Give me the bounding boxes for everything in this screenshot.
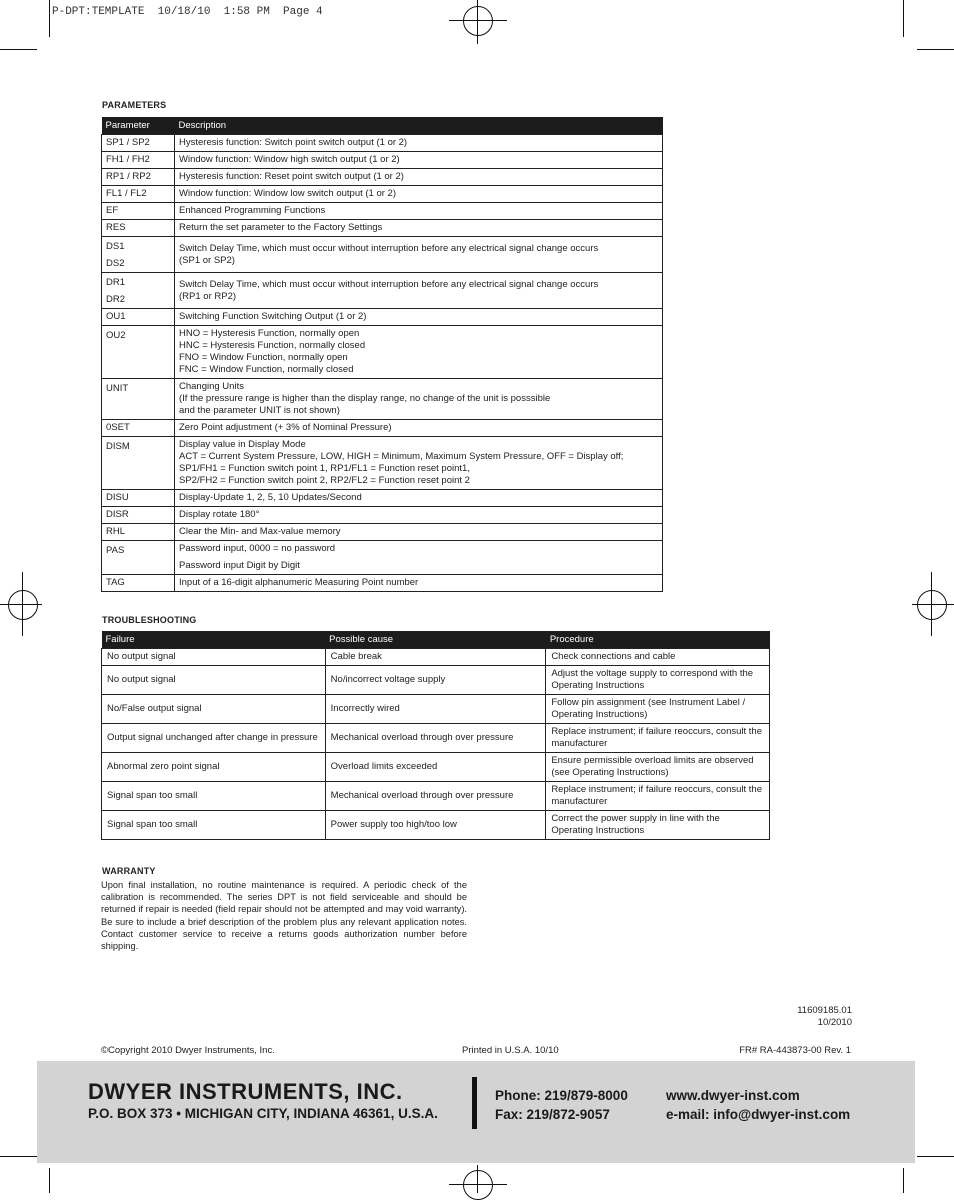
company-address: P.O. BOX 373 • MICHIGAN CITY, INDIANA 46361, U.S.A. xyxy=(88,1106,438,1121)
column-header: Description xyxy=(175,117,663,135)
parameter-code: SP1 / SP2 xyxy=(106,137,150,148)
column-header: Failure xyxy=(102,631,326,649)
parameter-cell xyxy=(102,169,175,186)
table-row xyxy=(102,273,663,309)
parameter-code: DISU xyxy=(106,492,129,503)
troubleshooting-title: TROUBLESHOOTING xyxy=(102,615,197,625)
parameter-cell xyxy=(102,203,175,220)
description-line: Switch Delay Time, which must occur without interruption before any electrical signal change occurs xyxy=(179,278,599,290)
table-row xyxy=(102,203,663,220)
description-line: Display rotate 180° xyxy=(179,509,260,520)
parameter-code: RES xyxy=(106,222,126,233)
description-line: Return the set parameter to the Factory Settings xyxy=(179,222,383,233)
parameter-cell xyxy=(102,273,175,309)
table-row xyxy=(102,186,663,203)
copyright: ©Copyright 2010 Dwyer Instruments, Inc. xyxy=(101,1045,275,1056)
column-header: Procedure xyxy=(546,631,770,649)
description-cell xyxy=(175,524,663,541)
table-row xyxy=(102,309,663,326)
table-row xyxy=(102,782,770,811)
description-cell xyxy=(175,575,663,592)
table-row xyxy=(102,753,770,782)
procedure-cell: Follow pin assignment (see Instrument Label / Operating Instructions) xyxy=(546,695,770,724)
parameter-code: DS2 xyxy=(106,258,125,269)
parameter-cell xyxy=(102,186,175,203)
email-link[interactable]: e-mail: info@dwyer-inst.com xyxy=(666,1107,851,1122)
procedure-cell: Replace instrument; if failure reoccurs, consult the manufacturer xyxy=(546,782,770,811)
parameter-cell xyxy=(102,379,175,420)
troubleshooting-table xyxy=(101,631,770,840)
description-line: (SP1 or SP2) xyxy=(179,254,235,266)
parameter-code: OU2 xyxy=(106,330,126,341)
document-number: 11609185.01 xyxy=(797,1005,852,1016)
description-line: FNC = Window Function, normally closed xyxy=(179,364,354,375)
parameter-cell xyxy=(102,152,175,169)
table-row xyxy=(102,649,770,666)
table-row xyxy=(102,507,663,524)
parameter-cell xyxy=(102,220,175,237)
parameter-code: FL1 / FL2 xyxy=(106,188,147,199)
description-line: Input of a 16-digit alphanumeric Measuring Point number xyxy=(179,577,419,588)
description-line: ACT = Current System Pressure, LOW, HIGH = Minimum, Maximum System Pressure, OFF = Display off; xyxy=(179,451,624,462)
parameter-cell xyxy=(102,237,175,273)
table-row xyxy=(102,379,663,420)
cause-cell: Mechanical overload through over pressure xyxy=(325,782,546,811)
description-line: Window function: Window low switch output (1 or 2) xyxy=(179,188,397,199)
phone-number: Phone: 219/879-8000 xyxy=(495,1088,628,1103)
parameter-cell xyxy=(102,541,175,575)
failure-cell: Abnormal zero point signal xyxy=(102,753,326,782)
parameter-code: PAS xyxy=(106,545,125,556)
table-row xyxy=(102,169,663,186)
parameter-cell xyxy=(102,575,175,592)
table-row xyxy=(102,220,663,237)
parameter-code: OU1 xyxy=(106,311,126,322)
table-row xyxy=(102,152,663,169)
warranty-title: WARRANTY xyxy=(102,866,156,876)
description-line: FNO = Window Function, normally open xyxy=(179,352,348,363)
description-line: Switching Function Switching Output (1 or 2) xyxy=(179,311,367,322)
description-cell xyxy=(175,541,663,575)
table-row xyxy=(102,575,663,592)
parameter-code: DS1 xyxy=(106,241,125,252)
failure-cell: No output signal xyxy=(102,666,326,695)
parameter-code: 0SET xyxy=(106,422,130,433)
table-row xyxy=(102,724,770,753)
description-line: HNO = Hysteresis Function, normally open xyxy=(179,328,360,339)
description-cell xyxy=(175,420,663,437)
parameter-code: RP1 / RP2 xyxy=(106,171,151,182)
parameter-code: DISR xyxy=(106,509,129,520)
description-cell xyxy=(175,309,663,326)
description-cell xyxy=(175,273,663,309)
cause-cell: Overload limits exceeded xyxy=(325,753,546,782)
description-cell xyxy=(175,169,663,186)
description-cell xyxy=(175,152,663,169)
procedure-cell: Replace instrument; if failure reoccurs, consult the manufacturer xyxy=(546,724,770,753)
print-header: P-DPT:TEMPLATE 10/18/10 1:58 PM Page 4 xyxy=(52,6,323,18)
procedure-cell: Correct the power supply in line with the Operating Instructions xyxy=(546,811,770,840)
failure-cell: Signal span too small xyxy=(102,811,326,840)
description-cell xyxy=(175,237,663,273)
parameters-title: PARAMETERS xyxy=(102,100,167,110)
table-row xyxy=(102,666,770,695)
parameter-code: TAG xyxy=(106,577,125,588)
table-row xyxy=(102,237,663,273)
description-line: Display value in Display Mode xyxy=(179,439,306,450)
parameter-cell xyxy=(102,135,175,152)
failure-cell: Output signal unchanged after change in pressure xyxy=(102,724,326,753)
document-date: 10/2010 xyxy=(817,1017,852,1028)
procedure-cell: Ensure permissible overload limits are observed (see Operating Instructions) xyxy=(546,753,770,782)
parameter-cell xyxy=(102,524,175,541)
table-row xyxy=(102,524,663,541)
table-row xyxy=(102,326,663,379)
description-line: (If the pressure range is higher than the display range, no change of the unit is posssible xyxy=(179,393,551,404)
description-line: Display-Update 1, 2, 5, 10 Updates/Second xyxy=(179,492,362,503)
column-header: Possible cause xyxy=(325,631,546,649)
description-cell xyxy=(175,203,663,220)
parameter-code: DR1 xyxy=(106,277,126,288)
parameter-cell xyxy=(102,490,175,507)
parameters-table xyxy=(101,117,663,592)
parameter-cell xyxy=(102,420,175,437)
table-row xyxy=(102,811,770,840)
table-row xyxy=(102,490,663,507)
description-cell xyxy=(175,135,663,152)
table-row xyxy=(102,695,770,724)
table-row xyxy=(102,541,663,575)
table-row xyxy=(102,437,663,490)
procedure-cell: Check connections and cable xyxy=(546,649,770,666)
cause-cell: Incorrectly wired xyxy=(325,695,546,724)
parameter-cell xyxy=(102,437,175,490)
parameter-cell xyxy=(102,326,175,379)
procedure-cell: Adjust the voltage supply to correspond with the Operating Instructions xyxy=(546,666,770,695)
description-line: Hysteresis function: Reset point switch output (1 or 2) xyxy=(179,171,404,182)
parameters-header-row xyxy=(102,117,663,135)
parameter-code: DISM xyxy=(106,441,130,452)
cause-cell: Mechanical overload through over pressure xyxy=(325,724,546,753)
description-line: and the parameter UNIT is not shown) xyxy=(179,405,340,416)
cause-cell: Cable break xyxy=(325,649,546,666)
description-cell xyxy=(175,437,663,490)
description-line: Hysteresis function: Switch point switch output (1 or 2) xyxy=(179,137,408,148)
failure-cell: No/False output signal xyxy=(102,695,326,724)
footer-divider xyxy=(472,1077,477,1129)
description-line: Password input, 0000 = no password xyxy=(179,543,336,554)
printed-in: Printed in U.S.A. 10/10 xyxy=(462,1045,559,1056)
parameter-code: FH1 / FH2 xyxy=(106,154,150,165)
description-line: Enhanced Programming Functions xyxy=(179,205,326,216)
description-line: Switch Delay Time, which must occur without interruption before any electrical signal change occurs xyxy=(179,242,599,254)
description-cell xyxy=(175,490,663,507)
description-cell xyxy=(175,220,663,237)
description-line: SP1/FH1 = Function switch point 1, RP1/FL1 = Function reset point1, xyxy=(179,463,470,474)
fax-number: Fax: 219/872-9057 xyxy=(495,1107,610,1122)
warranty-text: Upon final installation, no routine maintenance is required. A periodic check of the calibration is recommended. The series DPT is not field serviceable and should be returned if repair is needed (field repair should not be attempted and may void warranty). Be sure to include a brief description of the problem plus any relevant application notes. Contact customer service to receive a returns goods authorization number before shipping. xyxy=(101,880,467,952)
company-name: DWYER INSTRUMENTS, INC. xyxy=(88,1079,403,1104)
cause-cell: Power supply too high/too low xyxy=(325,811,546,840)
description-line: Window function: Window high switch output (1 or 2) xyxy=(179,154,400,165)
troubleshooting-header-row xyxy=(102,631,770,649)
description-line: Zero Point adjustment (+ 3% of Nominal Pressure) xyxy=(179,422,392,433)
parameter-code: EF xyxy=(106,205,119,216)
description-cell xyxy=(175,326,663,379)
parameter-code: DR2 xyxy=(106,294,126,305)
description-line: Password input Digit by Digit xyxy=(179,560,300,571)
failure-cell: No output signal xyxy=(102,649,326,666)
table-row xyxy=(102,135,663,152)
website-link[interactable]: www.dwyer-inst.com xyxy=(666,1088,800,1103)
description-cell xyxy=(175,507,663,524)
description-line: Changing Units xyxy=(179,381,244,392)
description-line: SP2/FH2 = Function switch point 2, RP2/FL2 = Function reset point 2 xyxy=(179,475,470,486)
fr-number: FR# RA-443873-00 Rev. 1 xyxy=(739,1045,851,1056)
description-line: Clear the Min- and Max-value memory xyxy=(179,526,341,537)
description-cell xyxy=(175,186,663,203)
cause-cell: No/incorrect voltage supply xyxy=(325,666,546,695)
description-line: (RP1 or RP2) xyxy=(179,290,237,302)
table-row xyxy=(102,420,663,437)
failure-cell: Signal span too small xyxy=(102,782,326,811)
column-header: Parameter xyxy=(102,117,175,135)
parameter-code: UNIT xyxy=(106,383,129,394)
parameter-cell xyxy=(102,507,175,524)
parameter-cell xyxy=(102,309,175,326)
description-line: HNC = Hysteresis Function, normally closed xyxy=(179,340,366,351)
parameter-code: RHL xyxy=(106,526,126,537)
description-cell xyxy=(175,379,663,420)
